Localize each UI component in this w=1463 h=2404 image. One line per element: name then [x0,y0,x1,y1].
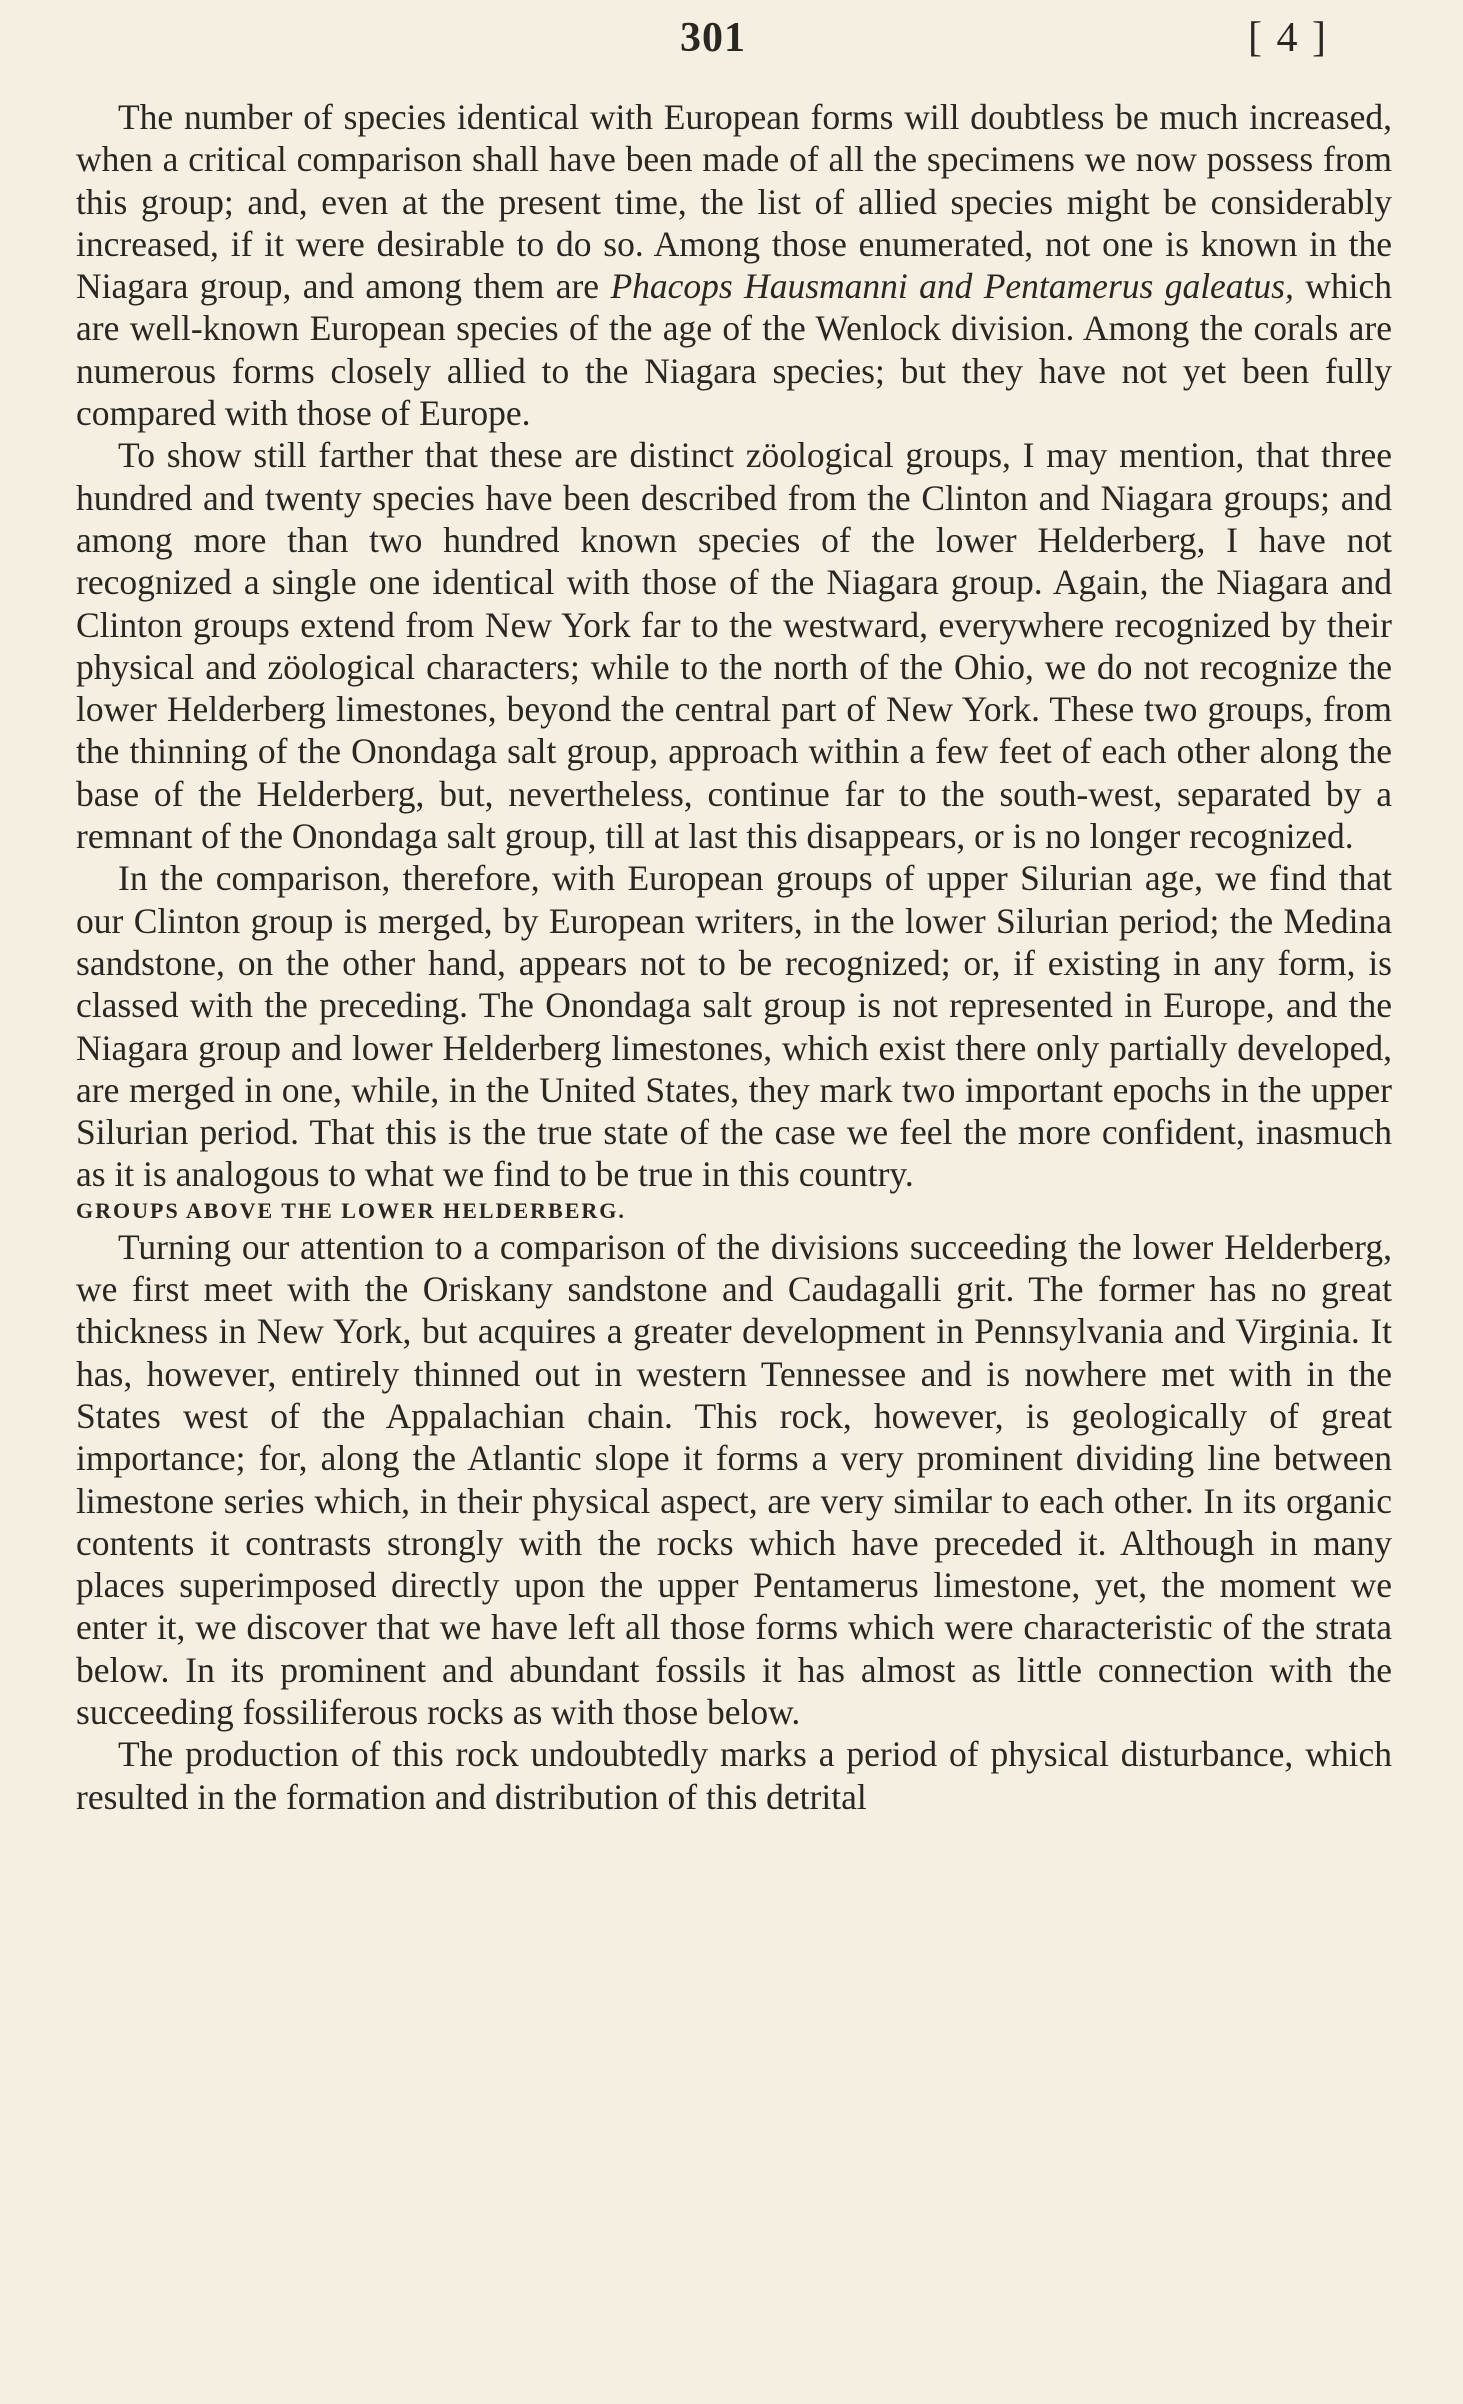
paragraph-1-text-a: The number of species identical with European forms will doubtless be much increased, when a critical comparison shall have been made of all the specimens we now possess from this group; and, even at the present time, the list of allied species might be considerably increased, if it were desirable to do so. Among those enumerated, not one is known in the Niagara group, and among them are [76,97,1392,307]
page-number: 301 [680,15,746,61]
paragraph-1 [76,96,1392,434]
species-names-italic: Phacops Hausmanni and Pentamerus galeatus, [610,266,1294,307]
body-text [76,96,1392,1818]
paragraph-1-text-b: which are well-known European species of the age of the Wenlock division. Among the corals are numerous forms closely allied to the Niagara species; but they have not yet been fully compared with those of Europe. [76,266,1392,434]
paragraph-5: The production of this rock undoubtedly marks a period of physical disturbance, which resulted in the formation and distribution of this detrital [76,1734,1392,1817]
paragraph-3: In the comparison, therefore, with European groups of upper Silurian age, we find that our Clinton group is merged, by European writers, in the lower Silurian period; the Medina sandstone, on the other hand, appears not to be recognized; or, if existing in any form, is classed with the preceding. The Onondaga salt group is not represented in Europe, and the Niagara group and lower Helderberg limestones, which exist there only partially developed, are merged in one, while, in the United States, they mark two important epochs in the upper Silurian period. That this is the true state of the case we feel the more confident, inasmuch as it is analogous to what we find to be true in this country. [76,858,1392,1195]
paragraph-4: Turning our attention to a comparison of the divisions succeeding the lower Helderberg, we first meet with the Oriskany sandstone and Caudagalli grit. The former has no great thickness in New York, but acquires a greater development in Pennsylvania and Virginia. It has, however, entirely thinned out in western Tennessee and is nowhere met with in the States west of the Appalachian chain. This rock, however, is geologically of great importance; for, along the Atlantic slope it forms a very prominent dividing line between limestone series which, in their physical aspect, are very similar to each other. In its organic contents it contrasts strongly with the rocks which have preceded it. Although in many places superimposed directly upon the upper Pentamerus limestone, yet, the moment we enter it, we discover that we have left all those forms which were characteristic of the strata below. In its prominent and abundant fossils it has almost as little connection with the succeeding fossiliferous rocks as with those below. [76,1226,1392,1732]
paragraph-2: To show still farther that these are distinct zöological groups, I may mention, that three hundred and twenty species have been described from the Clinton and Niagara groups; and among more than two hundred known species of the lower Helderberg, I have not recognized a single one identical with those of the Niagara group. Again, the Niagara and Clinton groups extend from New York far to the westward, everywhere recognized by their physical and zöological characters; while to the north of the Ohio, we do not recognize the lower Helderberg limestones, beyond the central part of New York. These two groups, from the thinning of the Onondaga salt group, approach within a few feet of each other along the base of the Helderberg, but, nevertheless, continue far to the south-west, separated by a remnant of the Onondaga salt group, till at last this disappears, or is no longer recognized. [76,435,1392,857]
section-heading: GROUPS ABOVE THE LOWER HELDERBERG. [76,1197,626,1223]
page-header [0,14,1463,74]
section-number: [ 4 ] [1248,15,1328,61]
